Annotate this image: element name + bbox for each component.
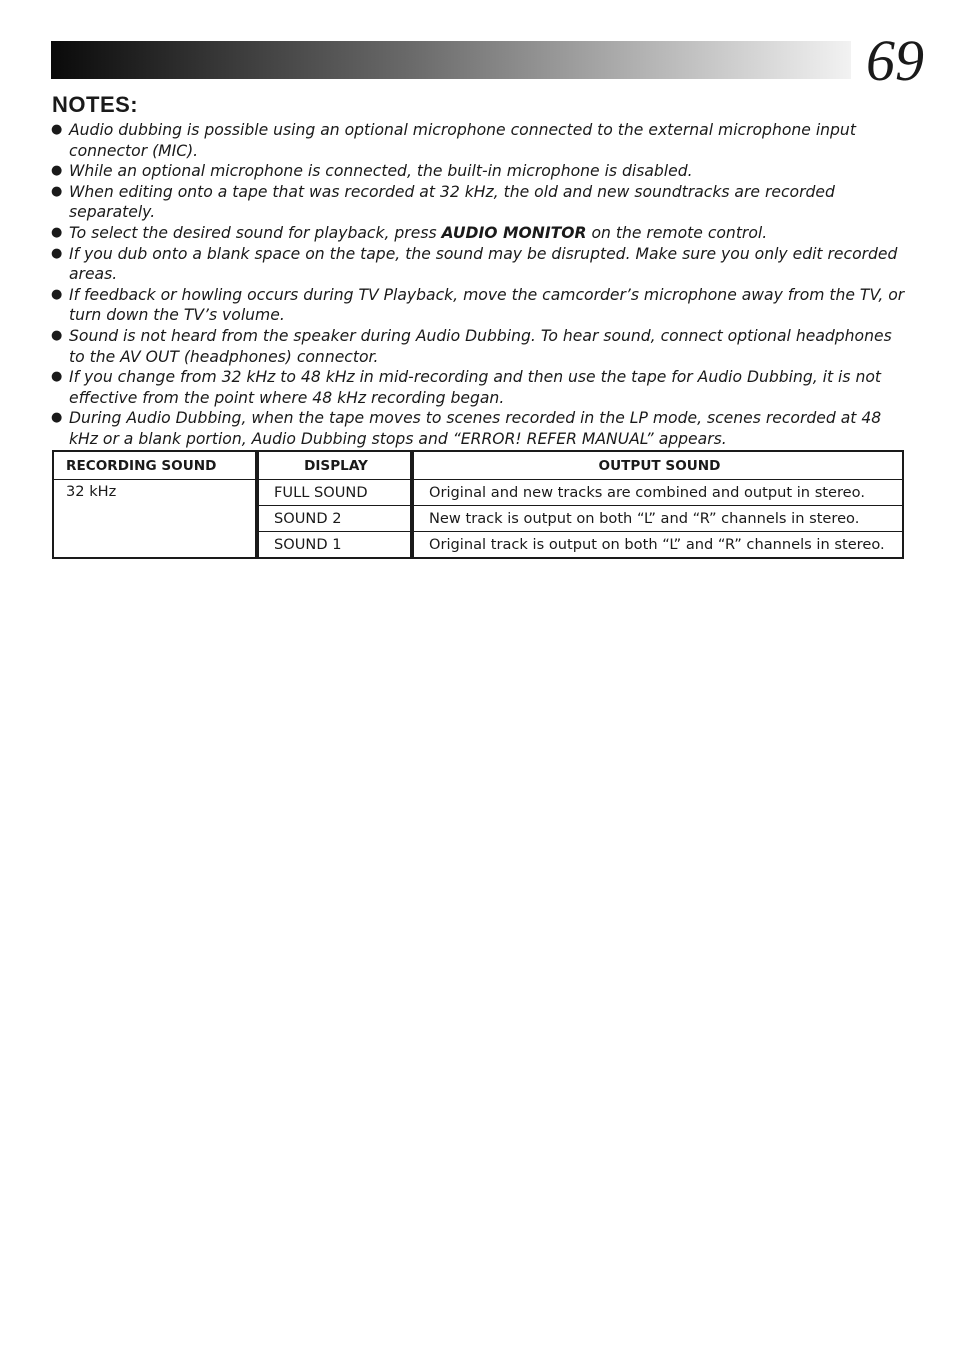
bullet-icon: ● (51, 245, 63, 261)
display-cell: FULL SOUND (257, 480, 412, 506)
notes-title: NOTES: (52, 92, 139, 117)
output-cell: Original and new tracks are combined and output in stereo. (412, 480, 903, 506)
note-item (51, 223, 911, 244)
table-header-row (53, 451, 903, 480)
bullet-icon: ● (51, 224, 63, 240)
note-text-before: To select the desired sound for playback, press (69, 223, 442, 242)
note-bold-button-name: AUDIO MONITOR (441, 223, 587, 242)
table-row (53, 480, 903, 506)
note-item (51, 285, 911, 326)
note-item (51, 161, 911, 182)
note-item (51, 326, 911, 367)
note-item (51, 244, 911, 285)
note-text-after: on the remote control. (586, 223, 768, 242)
header-recording-sound: RECORDING SOUND (53, 451, 257, 480)
notes-list (51, 120, 911, 450)
note-text: If feedback or howling occurs during TV Playback, move the camcorder’s microphone away from the TV, or turn down the TV’s volume. (69, 285, 905, 325)
note-text: Sound is not heard from the speaker during Audio Dubbing. To hear sound, connect optional headphones to the AV OUT (headphones) connector. (69, 326, 892, 366)
note-item (51, 120, 911, 161)
note-text: When editing onto a tape that was recorded at 32 kHz, the old and new soundtracks are recorded separately. (69, 182, 835, 222)
display-cell: SOUND 1 (257, 532, 412, 559)
bullet-icon: ● (51, 410, 63, 426)
bullet-icon: ● (51, 327, 63, 343)
note-item (51, 408, 911, 449)
bullet-icon: ● (51, 286, 63, 302)
bullet-icon: ● (51, 183, 63, 199)
audio-dubbing-table (52, 450, 904, 559)
note-text: During Audio Dubbing, when the tape moves to scenes recorded in the LP mode, scenes recorded at 48 kHz or a blank portion, Audio Dubbing stops and “ERROR! REFER MANUAL” appears. (69, 409, 882, 448)
display-cell: SOUND 2 (257, 506, 412, 532)
header-gradient-bar (51, 41, 851, 79)
note-text: While an optional microphone is connected, the built-in microphone is disabled. (69, 162, 693, 181)
note-text: If you dub onto a blank space on the tape, the sound may be disrupted. Make sure you only edit recorded areas. (69, 244, 898, 284)
bullet-icon: ● (51, 163, 63, 179)
note-item (51, 367, 911, 408)
header-display: DISPLAY (257, 451, 412, 480)
recording-sound-cell: 32 kHz (53, 480, 257, 559)
bullet-icon: ● (51, 369, 63, 385)
output-cell: New track is output on both “L” and “R” channels in stereo. (412, 506, 903, 532)
bullet-icon: ● (51, 122, 63, 137)
note-text: Audio dubbing is possible using an optional microphone connected to the external microphone input connector (MIC). (69, 121, 856, 160)
note-item (51, 182, 911, 223)
header-output-sound: OUTPUT SOUND (412, 451, 903, 480)
note-text: If you change from 32 kHz to 48 kHz in mid-recording and then use the tape for Audio Dubbing, it is not effective from the point where 48 kHz recording began. (69, 368, 882, 407)
page-number: 69 (866, 28, 924, 93)
output-cell: Original track is output on both “L” and “R” channels in stereo. (412, 532, 903, 559)
